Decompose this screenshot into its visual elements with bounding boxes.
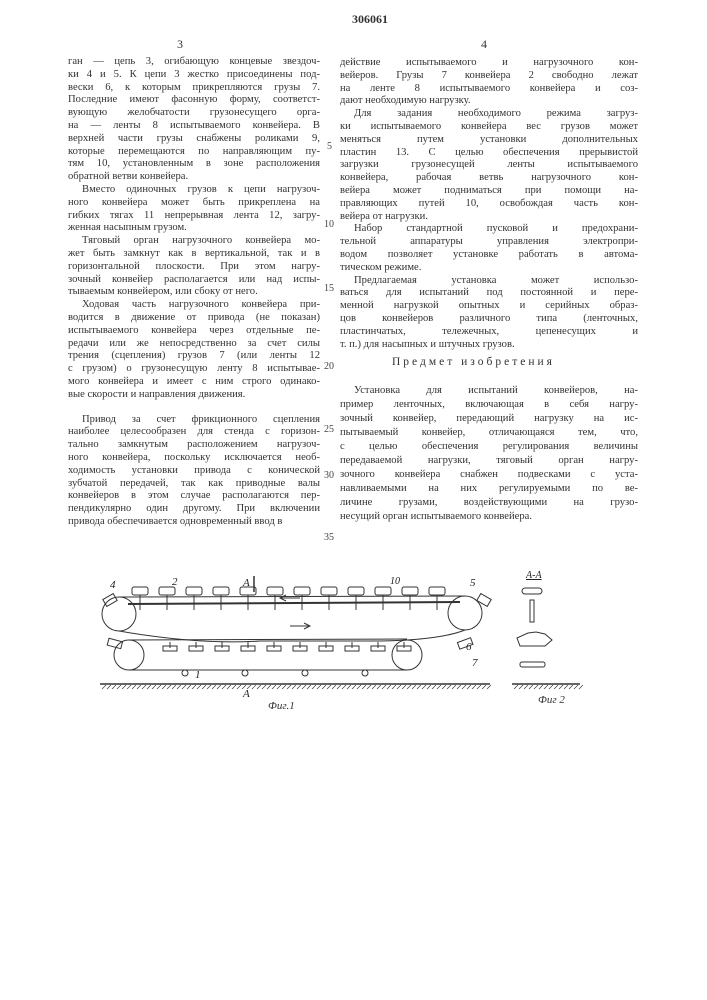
weight-icon — [375, 587, 391, 595]
text-line: Установка для испытаний конвейеров, на- — [340, 384, 638, 398]
text-line: водится в движение от привода (не показан) — [68, 312, 320, 325]
text-line: гибких тягах 11 непрерывная лента 12, загру- — [68, 210, 320, 223]
text-line: Последние имеют фасонную форму, соответст- — [68, 94, 320, 107]
label-a-bottom: А — [242, 688, 250, 700]
text-line: дают необходимую нагрузку. — [340, 95, 638, 108]
text-line: испытываемого конвейера через отдельные пе- — [68, 325, 320, 338]
text-line: вейера от нагрузки. — [340, 211, 638, 224]
text-line: вейеров. Грузы 7 конвейера 2 свободно лежат — [340, 70, 638, 83]
text-line: редачи или же непосредственно за счет силы — [68, 338, 320, 351]
text-line: личине грузами, воздействующими на грузо- — [340, 496, 638, 510]
text-line: ного конвейера, поскольку исключается необ- — [68, 452, 320, 465]
roller-icon — [302, 670, 308, 676]
text-line: мого конвейера и имеет с ним строго одинако- — [68, 376, 320, 389]
text-line: водом позволяет установке работать в автома- — [340, 249, 638, 262]
label-5: 5 — [470, 577, 476, 589]
text-line: менной нагрузкой опытных и серийных образ- — [340, 300, 638, 313]
weight-icon — [321, 587, 337, 595]
line-number: 5 — [327, 141, 332, 152]
label-2: 2 — [172, 576, 178, 588]
text-line: правляющих путей 10, освобождая часть кон- — [340, 198, 638, 211]
weight-icon — [132, 587, 148, 595]
text-line: пример ленточных, включающая в себя нагру- — [340, 398, 638, 412]
text-line: Вместо одиночных грузов к цепи нагрузоч- — [68, 184, 320, 197]
section-label: А-А — [525, 570, 542, 581]
text-line: пластин 13. С целью обеспечения прерывистой — [340, 147, 638, 160]
text-line: ваться для испытаний под постоянной и пере- — [340, 287, 638, 300]
tested-conveyor — [114, 639, 422, 676]
text-line: несущий орган испытываемого конвейера. — [340, 510, 638, 524]
text-line: вески 6, к которым прикрепляются грузы 7. — [68, 82, 320, 95]
fig1-caption: Фиг.1 — [268, 700, 295, 712]
claim-title: Предмет изобретения — [392, 356, 555, 368]
weight-icon — [294, 587, 310, 595]
text-line: которые перемещаются по направляющим пу- — [68, 146, 320, 159]
label-1: 1 — [195, 669, 201, 681]
roller-icon — [362, 670, 368, 676]
weight-icon — [213, 587, 229, 595]
text-line: навливаемыми на них регулируемыми по ве- — [340, 482, 638, 496]
text-line: горизонтальной плоскости. При этом нагру- — [68, 261, 320, 274]
weight-icon — [402, 587, 418, 595]
text-line: Привод за счет фрикционного сцепления — [68, 414, 320, 427]
text-line: пытываемый конвейер, отличающаяся тем, что, — [340, 426, 638, 440]
text-line: вующую желобчатости грузонесущего орга- — [68, 107, 320, 120]
text-line: зубчатой передачей, так как приводные валы — [68, 478, 320, 491]
text-line: загрузки грузонесущей ленты испытываемого — [340, 159, 638, 172]
text-line: Для задания необходимого режима загруз- — [340, 108, 638, 121]
text-line: пендикулярно один другому. При включении — [68, 503, 320, 516]
text-line: тально замкнутым расположением нагрузоч- — [68, 439, 320, 452]
text-line: Тяговый орган нагрузочного конвейера мо- — [68, 235, 320, 248]
line-number: 35 — [324, 532, 334, 543]
line-number: 20 — [324, 361, 334, 372]
section-view — [512, 588, 580, 684]
weight-icon — [186, 587, 202, 595]
patent-page — [0, 0, 707, 1000]
text-line: конвейеров в этом случае располагаются пер- — [68, 490, 320, 503]
text-line: Набор стандартной пусковой и предохрани- — [340, 223, 638, 236]
text-line: пластинчатых, тележечных, цепенесущих и — [340, 326, 638, 339]
text-line: зочный конвейер располагается или над испы- — [68, 274, 320, 287]
text-line: наиболее целесообразен для стенда с горизон- — [68, 426, 320, 439]
text-line: цов конвейеров различного типа (ленточных, — [340, 313, 638, 326]
line-number: 10 — [324, 219, 334, 230]
text-line: ходимость установки привода с конической — [68, 465, 320, 478]
text-line: тям 10, установленным в зоне расположения — [68, 158, 320, 171]
conveyor-figure — [0, 560, 707, 700]
weight-icon — [348, 587, 364, 595]
right-column — [340, 57, 638, 351]
page-number-left: 3 — [177, 37, 183, 52]
weight-icon — [159, 587, 175, 595]
text-line: ки 4 и 5. К цепи 3 жестко присоединены под- — [68, 69, 320, 82]
line-number: 30 — [324, 470, 334, 481]
label-4: 4 — [110, 579, 116, 591]
text-line: тываемым конвейером, или сбоку от него. — [68, 286, 320, 299]
text-line: меняться путем установки дополнительных — [340, 134, 638, 147]
claim-text — [340, 384, 638, 524]
text-line: ган — цепь 3, огибающую концевые звездоч- — [68, 56, 320, 69]
text-line: вейера может подниматься при помощи на- — [340, 185, 638, 198]
label-10: 10 — [390, 576, 400, 587]
text-line: женная насыпным грузом. — [68, 222, 320, 235]
label-a-top: А — [242, 577, 250, 589]
text-line: ки испытываемого конвейера вес грузов может — [340, 121, 638, 134]
text-line: вые скорости и направления движения. — [68, 389, 320, 402]
text-line: обратной ветви конвейера. — [68, 171, 320, 184]
text-line: Предлагаемая установка может использо- — [340, 275, 638, 288]
text-line: тическом режиме. — [340, 262, 638, 275]
text-line: зочного конвейера снабжен подвесками с уста- — [340, 468, 638, 482]
text-line: зочный конвейер, передающий нагрузку на ис- — [340, 412, 638, 426]
text-line: привода обеспечивается одновременный ввод в — [68, 516, 320, 529]
loading-conveyor — [102, 587, 491, 651]
weight-icon — [267, 587, 283, 595]
text-line: на — ленты 8 испытываемого конвейера. В — [68, 120, 320, 133]
page-number-right: 4 — [481, 37, 487, 52]
text-line: ного конвейера может быть прикреплена на — [68, 197, 320, 210]
text-line: т. п.) для насыпных и штучных грузов. — [340, 339, 638, 352]
text-line: трения (сцепления) грузов 7 (или ленты 12 — [68, 350, 320, 363]
text-line: на ленте 8 испытываемого конвейера и соз- — [340, 83, 638, 96]
weight-icon — [429, 587, 445, 595]
text-line: жет быть замкнут как в вертикальной, так и в — [68, 248, 320, 261]
text-line: тельной аппаратуры управления электропри- — [340, 236, 638, 249]
roller-icon — [242, 670, 248, 676]
left-column — [68, 56, 320, 529]
text-line: действие испытываемого и нагрузочного кон- — [340, 57, 638, 70]
fig2-caption: Фиг 2 — [538, 694, 565, 706]
line-number: 25 — [324, 424, 334, 435]
roller-icon — [182, 670, 188, 676]
patent-number: 306061 — [352, 12, 388, 27]
text-line: верхней части грузы снабжены роликами 9, — [68, 133, 320, 146]
line-number: 15 — [324, 283, 334, 294]
text-line: конвейера, рабочая ветвь нагрузочного кон- — [340, 172, 638, 185]
label-7: 7 — [472, 657, 478, 669]
text-line: с целью обеспечения регулирования величины — [340, 440, 638, 454]
text-line: передаваемой нагрузки, тяговый орган нагру- — [340, 454, 638, 468]
text-line: Ходовая часть нагрузочного конвейера при- — [68, 299, 320, 312]
label-6: 6 — [466, 641, 472, 653]
text-line: с грузом) о грузонесущую ленту 8 испытывае- — [68, 363, 320, 376]
